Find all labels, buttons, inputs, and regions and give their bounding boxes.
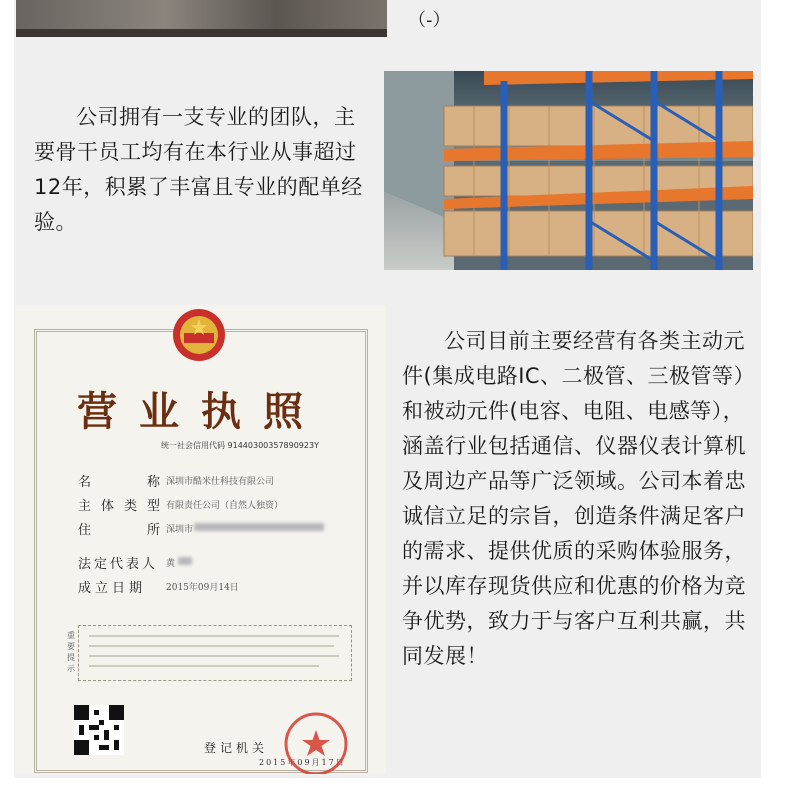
est-label: 成立日期 [78, 581, 147, 596]
team-description: 公司拥有一支专业的团队，主要骨干员工均有在本行业从事超过12年，积累了丰富且专业的配单经验。 [34, 105, 363, 234]
qr-code-icon [74, 705, 124, 755]
name-value: 深圳市酷米仕科技有限公司 [166, 477, 275, 487]
license-title: 营业执照 [77, 388, 325, 435]
rep-value: 黄 [166, 559, 176, 569]
address-value: 深圳市 [166, 525, 194, 535]
rep-label: 法定代表人 [78, 557, 159, 572]
name-label: 名 称 [78, 475, 171, 490]
warehouse-photo [384, 71, 753, 270]
top-text-fragment: （-） [408, 10, 451, 31]
business-description: 公司目前主要经营有各类主动元件(集成电路IC、二极管、三极管等）和被动元件(电容、电阻、电感等），涵盖行业包括通信、仪器仪表计算机及周边产品等广泛领域。公司本着忠诚信立足的宗旨，创造条件满足客户的需求、提供优质的采购体验服务，并以库存现货供应和优惠的价格为竞争优势，致力于与客户互利共赢，共同发展！ [402, 329, 746, 668]
credit-code: 统一社会信用代码 91440300357890923Y [161, 441, 319, 450]
redacted-address [194, 523, 324, 531]
official-stamp-icon [282, 710, 350, 774]
business-license-photo [16, 305, 386, 774]
registration-date: 2015年09月17日 [259, 758, 346, 767]
national-emblem-icon [166, 307, 232, 367]
registration-authority-label: 登记机关 [204, 741, 269, 755]
est-value: 2015年09月14日 [166, 583, 239, 593]
notes-label: 重要提示 [67, 631, 75, 673]
address-label: 住 所 [78, 523, 171, 538]
important-notes-box [67, 625, 352, 681]
type-label: 主体类型 [78, 499, 171, 514]
redacted-name [178, 557, 192, 565]
type-value: 有限责任公司（自然人独资） [166, 501, 284, 511]
top-photo-strip [16, 0, 387, 37]
